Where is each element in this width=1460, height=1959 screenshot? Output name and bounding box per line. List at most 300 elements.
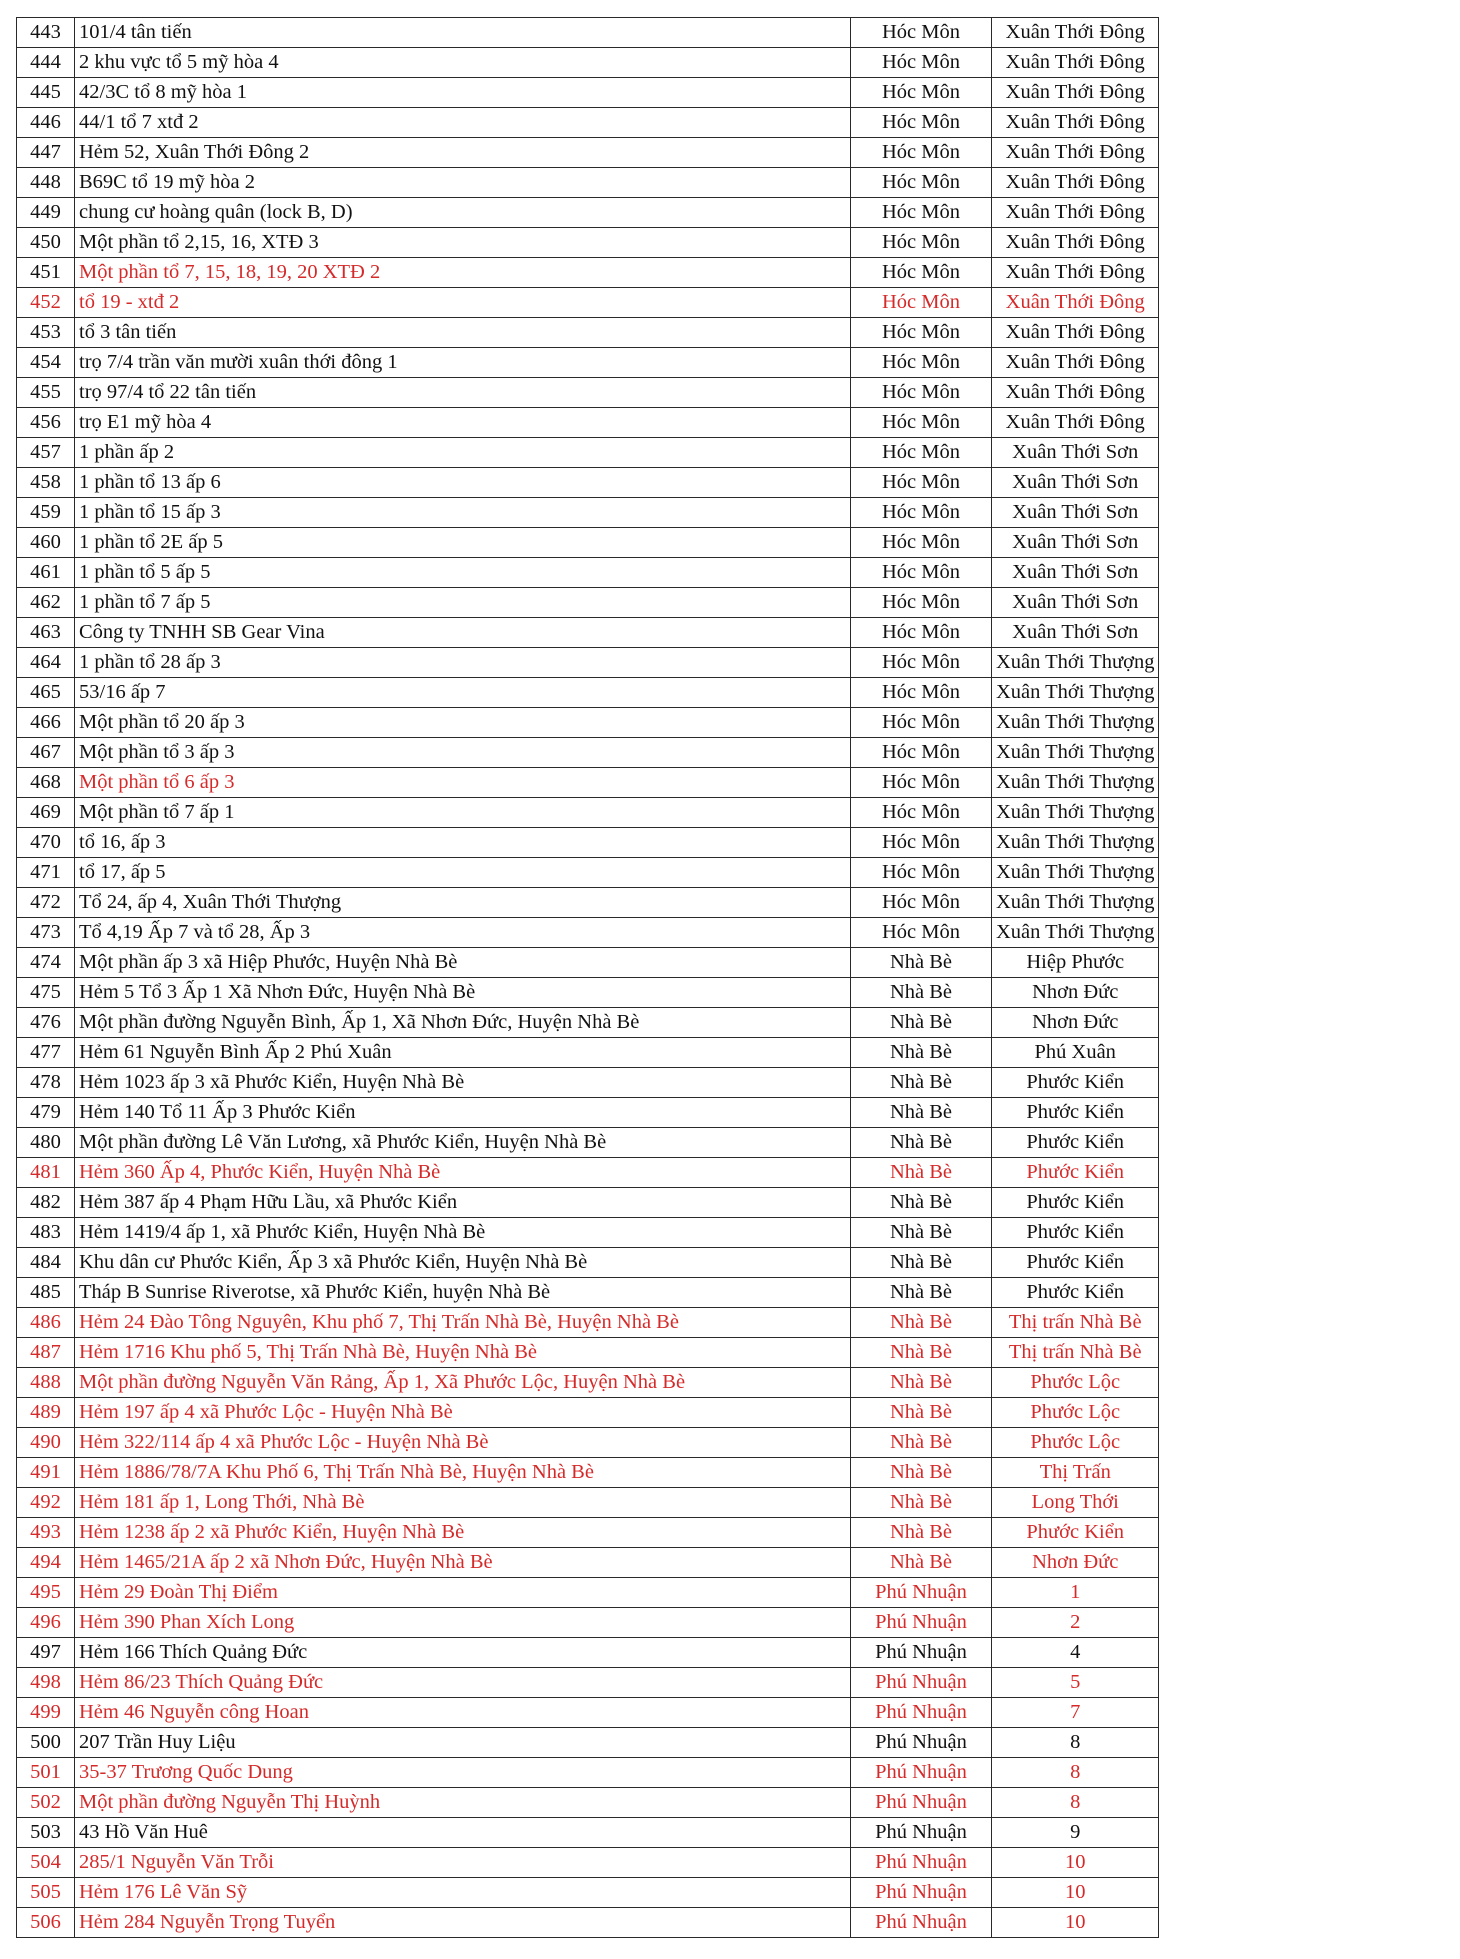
district-cell: Phú Nhuận	[851, 1908, 992, 1938]
row-number-cell: 474	[17, 948, 75, 978]
address-cell: trọ E1 mỹ hòa 4	[75, 408, 851, 438]
address-cell: tổ 3 tân tiến	[75, 318, 851, 348]
district-cell: Phú Nhuận	[851, 1848, 992, 1878]
table-row	[17, 1698, 1159, 1728]
district-cell: Phú Nhuận	[851, 1878, 992, 1908]
row-number-cell: 444	[17, 48, 75, 78]
row-number-cell: 495	[17, 1578, 75, 1608]
table-row	[17, 798, 1159, 828]
address-cell: B69C tổ 19 mỹ hòa 2	[75, 168, 851, 198]
row-number-cell: 498	[17, 1668, 75, 1698]
address-cell: Một phần tổ 6 ấp 3	[75, 768, 851, 798]
row-number-cell: 463	[17, 618, 75, 648]
table-row	[17, 1038, 1159, 1068]
district-cell: Phú Nhuận	[851, 1608, 992, 1638]
address-cell: Một phần tổ 3 ấp 3	[75, 738, 851, 768]
address-cell: 1 phần tổ 2E ấp 5	[75, 528, 851, 558]
row-number-cell: 491	[17, 1458, 75, 1488]
table-row	[17, 528, 1159, 558]
table-row	[17, 1008, 1159, 1038]
table-row	[17, 1848, 1159, 1878]
district-cell: Phú Nhuận	[851, 1578, 992, 1608]
row-number-cell: 477	[17, 1038, 75, 1068]
table-row	[17, 1728, 1159, 1758]
ward-cell: Xuân Thới Thượng	[992, 738, 1159, 768]
district-cell: Phú Nhuận	[851, 1638, 992, 1668]
ward-cell: Thị Trấn	[992, 1458, 1159, 1488]
row-number-cell: 490	[17, 1428, 75, 1458]
address-cell: 42/3C tổ 8 mỹ hòa 1	[75, 78, 851, 108]
table-row	[17, 948, 1159, 978]
address-cell: Một phần tổ 20 ấp 3	[75, 708, 851, 738]
district-cell: Nhà Bè	[851, 1278, 992, 1308]
table-row	[17, 1368, 1159, 1398]
row-number-cell: 458	[17, 468, 75, 498]
district-cell: Hóc Môn	[851, 408, 992, 438]
district-cell: Phú Nhuận	[851, 1728, 992, 1758]
district-cell: Hóc Môn	[851, 48, 992, 78]
table-row	[17, 1578, 1159, 1608]
district-cell: Nhà Bè	[851, 1248, 992, 1278]
table-row	[17, 468, 1159, 498]
row-number-cell: 482	[17, 1188, 75, 1218]
table-row	[17, 558, 1159, 588]
address-cell: 1 phần tổ 15 ấp 3	[75, 498, 851, 528]
table-row	[17, 1428, 1159, 1458]
address-cell: Hẻm 61 Nguyễn Bình Ấp 2 Phú Xuân	[75, 1038, 851, 1068]
ward-cell: Xuân Thới Đông	[992, 48, 1159, 78]
row-number-cell: 503	[17, 1818, 75, 1848]
ward-cell: Xuân Thới Đông	[992, 168, 1159, 198]
row-number-cell: 486	[17, 1308, 75, 1338]
ward-cell: Xuân Thới Đông	[992, 198, 1159, 228]
address-cell: Hẻm 176 Lê Văn Sỹ	[75, 1878, 851, 1908]
table-row	[17, 588, 1159, 618]
district-cell: Nhà Bè	[851, 1368, 992, 1398]
address-cell: Hẻm 1716 Khu phố 5, Thị Trấn Nhà Bè, Huyện Nhà Bè	[75, 1338, 851, 1368]
table-row	[17, 918, 1159, 948]
table-row	[17, 1398, 1159, 1428]
district-cell: Hóc Môn	[851, 168, 992, 198]
table-row	[17, 198, 1159, 228]
row-number-cell: 485	[17, 1278, 75, 1308]
ward-cell: Nhơn Đức	[992, 978, 1159, 1008]
district-cell: Hóc Môn	[851, 528, 992, 558]
district-cell: Hóc Môn	[851, 618, 992, 648]
district-cell: Hóc Môn	[851, 498, 992, 528]
address-cell: Một phần tổ 2,15, 16, XTĐ 3	[75, 228, 851, 258]
table-row	[17, 318, 1159, 348]
address-cell: Hẻm 1238 ấp 2 xã Phước Kiển, Huyện Nhà Bè	[75, 1518, 851, 1548]
table-row	[17, 768, 1159, 798]
ward-cell: 2	[992, 1608, 1159, 1638]
table-row	[17, 348, 1159, 378]
table-row	[17, 1098, 1159, 1128]
address-cell: Hẻm 1886/78/7A Khu Phố 6, Thị Trấn Nhà Bè, Huyện Nhà Bè	[75, 1458, 851, 1488]
address-cell: 1 phần tổ 7 ấp 5	[75, 588, 851, 618]
address-cell: Hẻm 166 Thích Quảng Đức	[75, 1638, 851, 1668]
table-row	[17, 1218, 1159, 1248]
district-cell: Nhà Bè	[851, 1098, 992, 1128]
district-cell: Hóc Môn	[851, 888, 992, 918]
district-cell: Nhà Bè	[851, 1008, 992, 1038]
row-number-cell: 455	[17, 378, 75, 408]
district-cell: Hóc Môn	[851, 78, 992, 108]
address-cell: 44/1 tổ 7 xtđ 2	[75, 108, 851, 138]
address-cell: Hẻm 390 Phan Xích Long	[75, 1608, 851, 1638]
table-row	[17, 48, 1159, 78]
table-row	[17, 1188, 1159, 1218]
ward-cell: Xuân Thới Đông	[992, 18, 1159, 48]
row-number-cell: 475	[17, 978, 75, 1008]
ward-cell: Xuân Thới Thượng	[992, 678, 1159, 708]
row-number-cell: 447	[17, 138, 75, 168]
ward-cell: 7	[992, 1698, 1159, 1728]
district-cell: Hóc Môn	[851, 108, 992, 138]
table-row	[17, 1338, 1159, 1368]
table-row	[17, 1518, 1159, 1548]
row-number-cell: 480	[17, 1128, 75, 1158]
table-row	[17, 228, 1159, 258]
ward-cell: Hiệp Phước	[992, 948, 1159, 978]
address-cell: chung cư hoàng quân (lock B, D)	[75, 198, 851, 228]
district-cell: Nhà Bè	[851, 1518, 992, 1548]
row-number-cell: 478	[17, 1068, 75, 1098]
ward-cell: Xuân Thới Thượng	[992, 828, 1159, 858]
table-row	[17, 858, 1159, 888]
table-row	[17, 1638, 1159, 1668]
row-number-cell: 456	[17, 408, 75, 438]
table-row	[17, 18, 1159, 48]
address-cell: trọ 7/4 trần văn mười xuân thới đông 1	[75, 348, 851, 378]
row-number-cell: 488	[17, 1368, 75, 1398]
district-cell: Hóc Môn	[851, 348, 992, 378]
table-row	[17, 378, 1159, 408]
district-cell: Hóc Môn	[851, 858, 992, 888]
ward-cell: Thị trấn Nhà Bè	[992, 1338, 1159, 1368]
address-cell: Hẻm 140 Tổ 11 Ấp 3 Phước Kiển	[75, 1098, 851, 1128]
row-number-cell: 450	[17, 228, 75, 258]
district-cell: Hóc Môn	[851, 198, 992, 228]
address-cell: Hẻm 1465/21A ấp 2 xã Nhơn Đức, Huyện Nhà Bè	[75, 1548, 851, 1578]
row-number-cell: 464	[17, 648, 75, 678]
row-number-cell: 479	[17, 1098, 75, 1128]
district-cell: Hóc Môn	[851, 468, 992, 498]
district-cell: Phú Nhuận	[851, 1818, 992, 1848]
address-cell: Một phần tổ 7 ấp 1	[75, 798, 851, 828]
district-cell: Nhà Bè	[851, 1308, 992, 1338]
table-row	[17, 1278, 1159, 1308]
ward-cell: Phước Lộc	[992, 1368, 1159, 1398]
row-number-cell: 489	[17, 1398, 75, 1428]
table-row	[17, 1308, 1159, 1338]
ward-cell: Xuân Thới Thượng	[992, 708, 1159, 738]
row-number-cell: 453	[17, 318, 75, 348]
address-cell: Một phần đường Nguyễn Bình, Ấp 1, Xã Nhơn Đức, Huyện Nhà Bè	[75, 1008, 851, 1038]
ward-cell: 10	[992, 1908, 1159, 1938]
ward-cell: Xuân Thới Đông	[992, 408, 1159, 438]
address-cell: tổ 16, ấp 3	[75, 828, 851, 858]
address-cell: Hẻm 52, Xuân Thới Đông 2	[75, 138, 851, 168]
district-cell: Hóc Môn	[851, 798, 992, 828]
address-cell: Tổ 24, ấp 4, Xuân Thới Thượng	[75, 888, 851, 918]
row-number-cell: 501	[17, 1758, 75, 1788]
district-cell: Hóc Môn	[851, 588, 992, 618]
address-cell: Tháp B Sunrise Riverotse, xã Phước Kiển, huyện Nhà Bè	[75, 1278, 851, 1308]
address-cell: tổ 19 - xtđ 2	[75, 288, 851, 318]
row-number-cell: 502	[17, 1788, 75, 1818]
ward-cell: Phước Kiển	[992, 1068, 1159, 1098]
ward-cell: Xuân Thới Sơn	[992, 618, 1159, 648]
district-cell: Nhà Bè	[851, 1488, 992, 1518]
row-number-cell: 499	[17, 1698, 75, 1728]
district-cell: Nhà Bè	[851, 1458, 992, 1488]
ward-cell: Xuân Thới Đông	[992, 288, 1159, 318]
table-row	[17, 1548, 1159, 1578]
table-row	[17, 138, 1159, 168]
table-row	[17, 1878, 1159, 1908]
row-number-cell: 466	[17, 708, 75, 738]
ward-cell: 8	[992, 1758, 1159, 1788]
row-number-cell: 493	[17, 1518, 75, 1548]
address-cell: 207 Trần Huy Liệu	[75, 1728, 851, 1758]
ward-cell: Xuân Thới Sơn	[992, 498, 1159, 528]
ward-cell: Long Thới	[992, 1488, 1159, 1518]
row-number-cell: 451	[17, 258, 75, 288]
row-number-cell: 500	[17, 1728, 75, 1758]
ward-cell: 10	[992, 1848, 1159, 1878]
table-row	[17, 1248, 1159, 1278]
ward-cell: Phước Kiển	[992, 1218, 1159, 1248]
table-row	[17, 1608, 1159, 1638]
row-number-cell: 496	[17, 1608, 75, 1638]
ward-cell: Nhơn Đức	[992, 1548, 1159, 1578]
table-row	[17, 738, 1159, 768]
table-row	[17, 1128, 1159, 1158]
table-row	[17, 648, 1159, 678]
address-cell: Hẻm 29 Đoàn Thị Điểm	[75, 1578, 851, 1608]
ward-cell: Xuân Thới Thượng	[992, 798, 1159, 828]
district-cell: Nhà Bè	[851, 1548, 992, 1578]
district-cell: Hóc Môn	[851, 918, 992, 948]
row-number-cell: 494	[17, 1548, 75, 1578]
ward-cell: Xuân Thới Sơn	[992, 528, 1159, 558]
table-row	[17, 1788, 1159, 1818]
address-cell: Hẻm 86/23 Thích Quảng Đức	[75, 1668, 851, 1698]
ward-cell: Xuân Thới Sơn	[992, 468, 1159, 498]
row-number-cell: 445	[17, 78, 75, 108]
district-cell: Nhà Bè	[851, 1428, 992, 1458]
ward-cell: Xuân Thới Đông	[992, 78, 1159, 108]
ward-cell: Xuân Thới Sơn	[992, 588, 1159, 618]
ward-cell: Xuân Thới Thượng	[992, 768, 1159, 798]
address-cell: 1 phần tổ 28 ấp 3	[75, 648, 851, 678]
row-number-cell: 460	[17, 528, 75, 558]
table-row	[17, 288, 1159, 318]
district-cell: Hóc Môn	[851, 678, 992, 708]
ward-cell: Xuân Thới Đông	[992, 348, 1159, 378]
address-cell: Hẻm 46 Nguyễn công Hoan	[75, 1698, 851, 1728]
district-cell: Phú Nhuận	[851, 1758, 992, 1788]
ward-cell: 4	[992, 1638, 1159, 1668]
ward-cell: Xuân Thới Thượng	[992, 888, 1159, 918]
address-cell: Một phần ấp 3 xã Hiệp Phước, Huyện Nhà Bè	[75, 948, 851, 978]
address-cell: 53/16 ấp 7	[75, 678, 851, 708]
ward-cell: Phước Kiển	[992, 1128, 1159, 1158]
ward-cell: Xuân Thới Đông	[992, 318, 1159, 348]
address-cell: Tổ 4,19 Ấp 7 và tổ 28, Ấp 3	[75, 918, 851, 948]
district-cell: Nhà Bè	[851, 978, 992, 1008]
row-number-cell: 504	[17, 1848, 75, 1878]
row-number-cell: 443	[17, 18, 75, 48]
ward-cell: Nhơn Đức	[992, 1008, 1159, 1038]
district-cell: Hóc Môn	[851, 258, 992, 288]
district-cell: Hóc Môn	[851, 438, 992, 468]
table-row	[17, 708, 1159, 738]
row-number-cell: 465	[17, 678, 75, 708]
row-number-cell: 481	[17, 1158, 75, 1188]
ward-cell: 1	[992, 1578, 1159, 1608]
district-cell: Nhà Bè	[851, 1188, 992, 1218]
district-cell: Hóc Môn	[851, 378, 992, 408]
district-cell: Nhà Bè	[851, 1158, 992, 1188]
ward-cell: Xuân Thới Đông	[992, 138, 1159, 168]
ward-cell: 8	[992, 1788, 1159, 1818]
district-cell: Hóc Môn	[851, 828, 992, 858]
address-cell: 285/1 Nguyễn Văn Trỗi	[75, 1848, 851, 1878]
table-row	[17, 1668, 1159, 1698]
table-row	[17, 78, 1159, 108]
ward-cell: Phước Kiển	[992, 1098, 1159, 1128]
ward-cell: Phước Kiển	[992, 1278, 1159, 1308]
table-row	[17, 888, 1159, 918]
row-number-cell: 483	[17, 1218, 75, 1248]
district-cell: Hóc Môn	[851, 558, 992, 588]
ward-cell: Phước Lộc	[992, 1428, 1159, 1458]
table-row	[17, 978, 1159, 1008]
ward-cell: 9	[992, 1818, 1159, 1848]
row-number-cell: 484	[17, 1248, 75, 1278]
ward-cell: 8	[992, 1728, 1159, 1758]
address-cell: 101/4 tân tiến	[75, 18, 851, 48]
district-cell: Hóc Môn	[851, 318, 992, 348]
row-number-cell: 472	[17, 888, 75, 918]
address-cell: Một phần đường Nguyễn Văn Rảng, Ấp 1, Xã Phước Lộc, Huyện Nhà Bè	[75, 1368, 851, 1398]
address-cell: Hẻm 360 Ấp 4, Phước Kiển, Huyện Nhà Bè	[75, 1158, 851, 1188]
ward-cell: Xuân Thới Thượng	[992, 648, 1159, 678]
ward-cell: Phú Xuân	[992, 1038, 1159, 1068]
address-cell: 1 phần tổ 5 ấp 5	[75, 558, 851, 588]
ward-cell: Xuân Thới Sơn	[992, 438, 1159, 468]
table-row	[17, 1068, 1159, 1098]
ward-cell: Phước Kiển	[992, 1188, 1159, 1218]
district-cell: Nhà Bè	[851, 1128, 992, 1158]
ward-cell: 5	[992, 1668, 1159, 1698]
ward-cell: Xuân Thới Đông	[992, 228, 1159, 258]
address-cell: 35-37 Trương Quốc Dung	[75, 1758, 851, 1788]
district-cell: Hóc Môn	[851, 18, 992, 48]
table-row	[17, 498, 1159, 528]
ward-cell: Phước Kiển	[992, 1518, 1159, 1548]
row-number-cell: 446	[17, 108, 75, 138]
row-number-cell: 471	[17, 858, 75, 888]
row-number-cell: 476	[17, 1008, 75, 1038]
district-cell: Nhà Bè	[851, 948, 992, 978]
address-cell: Một phần đường Nguyễn Thị Huỳnh	[75, 1788, 851, 1818]
district-cell: Hóc Môn	[851, 288, 992, 318]
ward-cell: Xuân Thới Thượng	[992, 858, 1159, 888]
address-cell: Hẻm 24 Đào Tông Nguyên, Khu phố 7, Thị Trấn Nhà Bè, Huyện Nhà Bè	[75, 1308, 851, 1338]
address-cell: Hẻm 181 ấp 1, Long Thới, Nhà Bè	[75, 1488, 851, 1518]
address-cell: trọ 97/4 tổ 22 tân tiến	[75, 378, 851, 408]
row-number-cell: 459	[17, 498, 75, 528]
district-cell: Hóc Môn	[851, 768, 992, 798]
ward-cell: Phước Kiển	[992, 1248, 1159, 1278]
district-cell: Nhà Bè	[851, 1068, 992, 1098]
address-cell: Hẻm 322/114 ấp 4 xã Phước Lộc - Huyện Nhà Bè	[75, 1428, 851, 1458]
ward-cell: Xuân Thới Đông	[992, 378, 1159, 408]
row-number-cell: 461	[17, 558, 75, 588]
address-cell: Hẻm 387 ấp 4 Phạm Hữu Lầu, xã Phước Kiển	[75, 1188, 851, 1218]
ward-cell: Thị trấn Nhà Bè	[992, 1308, 1159, 1338]
district-cell: Phú Nhuận	[851, 1698, 992, 1728]
table-row	[17, 678, 1159, 708]
row-number-cell: 449	[17, 198, 75, 228]
row-number-cell: 454	[17, 348, 75, 378]
address-cell: Một phần đường Lê Văn Lương, xã Phước Kiển, Huyện Nhà Bè	[75, 1128, 851, 1158]
district-cell: Phú Nhuận	[851, 1788, 992, 1818]
address-cell: 43 Hồ Văn Huê	[75, 1818, 851, 1848]
ward-cell: Xuân Thới Đông	[992, 258, 1159, 288]
row-number-cell: 473	[17, 918, 75, 948]
row-number-cell: 487	[17, 1338, 75, 1368]
row-number-cell: 467	[17, 738, 75, 768]
district-cell: Nhà Bè	[851, 1038, 992, 1068]
row-number-cell: 468	[17, 768, 75, 798]
table-row	[17, 168, 1159, 198]
address-cell: tổ 17, ấp 5	[75, 858, 851, 888]
row-number-cell: 470	[17, 828, 75, 858]
table-row	[17, 1818, 1159, 1848]
row-number-cell: 469	[17, 798, 75, 828]
district-cell: Phú Nhuận	[851, 1668, 992, 1698]
table-row	[17, 258, 1159, 288]
district-cell: Hóc Môn	[851, 708, 992, 738]
district-cell: Hóc Môn	[851, 228, 992, 258]
row-number-cell: 452	[17, 288, 75, 318]
table-row	[17, 1458, 1159, 1488]
address-cell: Hẻm 1023 ấp 3 xã Phước Kiển, Huyện Nhà Bè	[75, 1068, 851, 1098]
district-cell: Nhà Bè	[851, 1338, 992, 1368]
address-cell: Một phần tổ 7, 15, 18, 19, 20 XTĐ 2	[75, 258, 851, 288]
table-row	[17, 618, 1159, 648]
table-row	[17, 828, 1159, 858]
ward-cell: Phước Kiển	[992, 1158, 1159, 1188]
address-cell: Công ty TNHH SB Gear Vina	[75, 618, 851, 648]
address-cell: Hẻm 197 ấp 4 xã Phước Lộc - Huyện Nhà Bè	[75, 1398, 851, 1428]
district-cell: Nhà Bè	[851, 1218, 992, 1248]
district-cell: Nhà Bè	[851, 1398, 992, 1428]
row-number-cell: 505	[17, 1878, 75, 1908]
address-cell: Hẻm 1419/4 ấp 1, xã Phước Kiển, Huyện Nhà Bè	[75, 1218, 851, 1248]
address-table	[16, 17, 1159, 1938]
ward-cell: Xuân Thới Thượng	[992, 918, 1159, 948]
row-number-cell: 448	[17, 168, 75, 198]
district-cell: Hóc Môn	[851, 648, 992, 678]
ward-cell: Xuân Thới Sơn	[992, 558, 1159, 588]
address-cell: Hẻm 5 Tổ 3 Ấp 1 Xã Nhơn Đức, Huyện Nhà Bè	[75, 978, 851, 1008]
row-number-cell: 462	[17, 588, 75, 618]
